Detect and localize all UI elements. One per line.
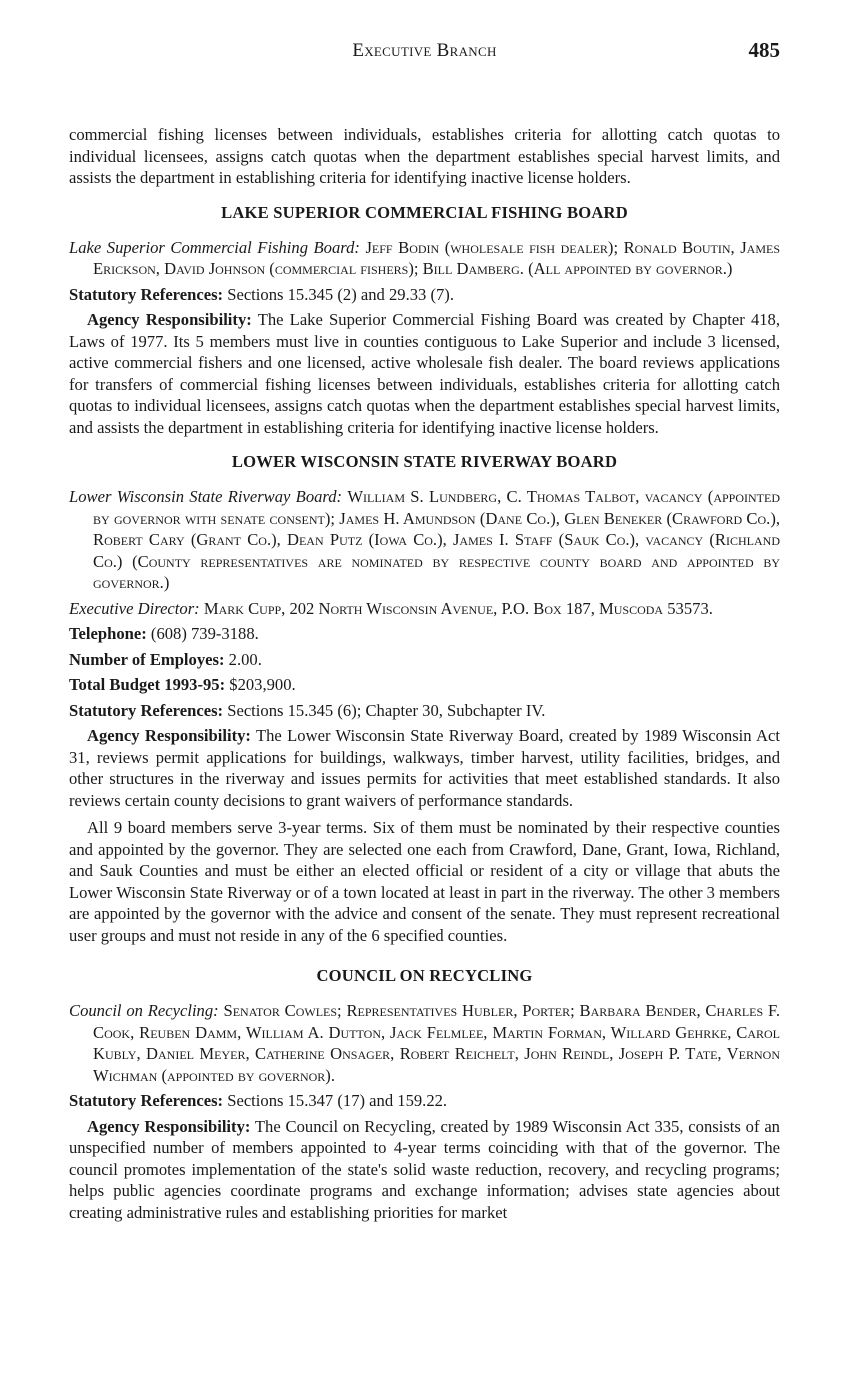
intro-paragraph: commercial fishing licenses between individuals, establishes criteria for allotting catch quotas to individual licensees, assigns catch quotas when the department establishes special harvest limits, and assists the department in establishing criteria for identifying inactive license holders.	[69, 125, 780, 187]
recycling-members	[69, 1000, 780, 1086]
statutory-value: Sections 15.345 (6); Chapter 30, Subchapter IV.	[227, 700, 546, 720]
statutory-label: Statutory References:	[69, 1091, 224, 1110]
lake-superior-members-label: Lake Superior Commercial Fishing Board:	[69, 237, 360, 257]
lake-superior-responsibility	[69, 309, 780, 438]
employees-value: 2.00.	[228, 649, 262, 669]
lake-superior-members	[69, 237, 780, 280]
lower-wisconsin-members-text: William S. Lundberg, C. Thomas Talbot, vacancy (appointed by governor with senate consent); James H. Amundson (Dane Co.), Glen Beneker (Crawford Co.), Robert Cary (Grant Co.), Dean Putz (Iowa Co.), James I. Staff (Sauk Co.), vacancy (Richland Co.) (County representatives are nominated by respective county board and appointed by governor.)	[93, 487, 780, 592]
lower-wisconsin-statutory	[69, 700, 780, 722]
budget-value: $203,900.	[229, 675, 296, 694]
responsibility-text: The Council on Recycling, created by 1989 Wisconsin Act 335, consists of an unspecified number of members appointed to 4-year terms coinciding with that of the governor. The council promotes implementation of the state's solid waste reduction, recovery, and recycling programs; helps public agencies coordinate programs and exchange information; advises state agencies about creating administrative rules and establishing priorities for market	[69, 1116, 780, 1222]
responsibility-label: Agency Responsibility:	[87, 1116, 251, 1136]
recycling-members-label: Council on Recycling:	[69, 1001, 219, 1020]
recycling-members-text: Senator Cowles; Representatives Hubler, Porter; Barbara Bender, Charles F. Cook, Reuben Damm, William A. Dutton, Jack Felmlee, Martin Forman, Willard Gehrke, Carol Kubly, Daniel Meyer, Catherine Onsager, Robert Reichelt, John Reindl, Joseph P. Tate, Vernon Wichman (appointed by governor).	[93, 1001, 781, 1085]
statutory-label: Statutory References:	[69, 284, 224, 304]
lower-wisconsin-telephone	[69, 623, 780, 645]
statutory-value: Sections 15.347 (17) and 159.22.	[227, 1091, 448, 1110]
lake-superior-members-text: Jeff Bodin (wholesale fish dealer); Ronald Boutin, James Erickson, David Johnson (commercial fishers); Bill Damberg. (All appointed by governor.)	[93, 237, 781, 278]
recycling-responsibility	[69, 1116, 780, 1224]
recycling-heading: COUNCIL ON RECYCLING	[316, 966, 533, 985]
lake-superior-statutory	[69, 284, 780, 306]
document-page	[69, 38, 780, 1223]
header-title: Executive Branch	[352, 40, 497, 61]
lower-wisconsin-heading: LOWER WISCONSIN STATE RIVERWAY BOARD	[231, 452, 618, 471]
lower-wisconsin-budget	[69, 674, 780, 696]
lake-superior-heading: LAKE SUPERIOR COMMERCIAL FISHING BOARD	[221, 202, 628, 222]
lower-wisconsin-director	[69, 598, 780, 620]
director-value: Mark Cupp, 202 North Wisconsin Avenue, P.O. Box 187, Muscoda 53573.	[203, 598, 713, 618]
lower-wisconsin-responsibility	[69, 725, 780, 811]
page-number: 485	[748, 38, 780, 62]
statutory-value: Sections 15.345 (2) and 29.33 (7).	[227, 284, 454, 304]
responsibility-label: Agency Responsibility:	[87, 310, 252, 329]
telephone-value: (608) 739-3188.	[150, 624, 259, 643]
recycling-statutory	[69, 1090, 780, 1112]
lower-wisconsin-employees	[69, 649, 780, 671]
responsibility-label: Agency Responsibility:	[87, 726, 251, 745]
budget-label: Total Budget 1993-95:	[69, 675, 226, 694]
telephone-label: Telephone:	[69, 624, 147, 643]
responsibility-text: The Lower Wisconsin State Riverway Board, created by 1989 Wisconsin Act 31, reviews permit applications for buildings, walkways, timber harvest, utility facilities, bridges, and other structures in the riverway and issues permits for activities that meet established standards. It also reviews certain county decisions to grant waivers of performance standards.	[69, 726, 780, 810]
lower-wisconsin-members-label: Lower Wisconsin State Riverway Board:	[69, 487, 343, 506]
employees-label: Number of Employes:	[69, 649, 225, 669]
director-label: Executive Director:	[69, 598, 200, 618]
lower-wisconsin-members-paragraph: All 9 board members serve 3-year terms. Six of them must be nominated by their respective counties and appointed by the governor. They are selected one each from Crawford, Dane, Grant, Iowa, Richland, and Sauk Counties and must be either an elected official or resident of a city or village that abuts the Lower Wisconsin State Riverway or of a town located at least in part in the riverway. The other 3 members are appointed by the governor with the advice and consent of the senate. They must represent recreational user groups and must not reside in any of the 6 specified counties.	[69, 818, 780, 945]
statutory-label: Statutory References:	[69, 700, 224, 720]
lower-wisconsin-members	[69, 486, 780, 594]
responsibility-text: The Lake Superior Commercial Fishing Board was created by Chapter 418, Laws of 1977. Its 5 members must live in counties contiguous to Lake Superior and include 3 licensed, active commercial fishers and one licensed, active wholesale fish dealer. The board reviews applications for transfers of commercial fishing licenses between individuals, establishes criteria for allotting catch quotas to individual licensees, assigns catch quotas when the department establishes special harvest limits, and assists the department in establishing criteria for identifying inactive license holders.	[69, 310, 780, 437]
running-header	[69, 38, 780, 74]
